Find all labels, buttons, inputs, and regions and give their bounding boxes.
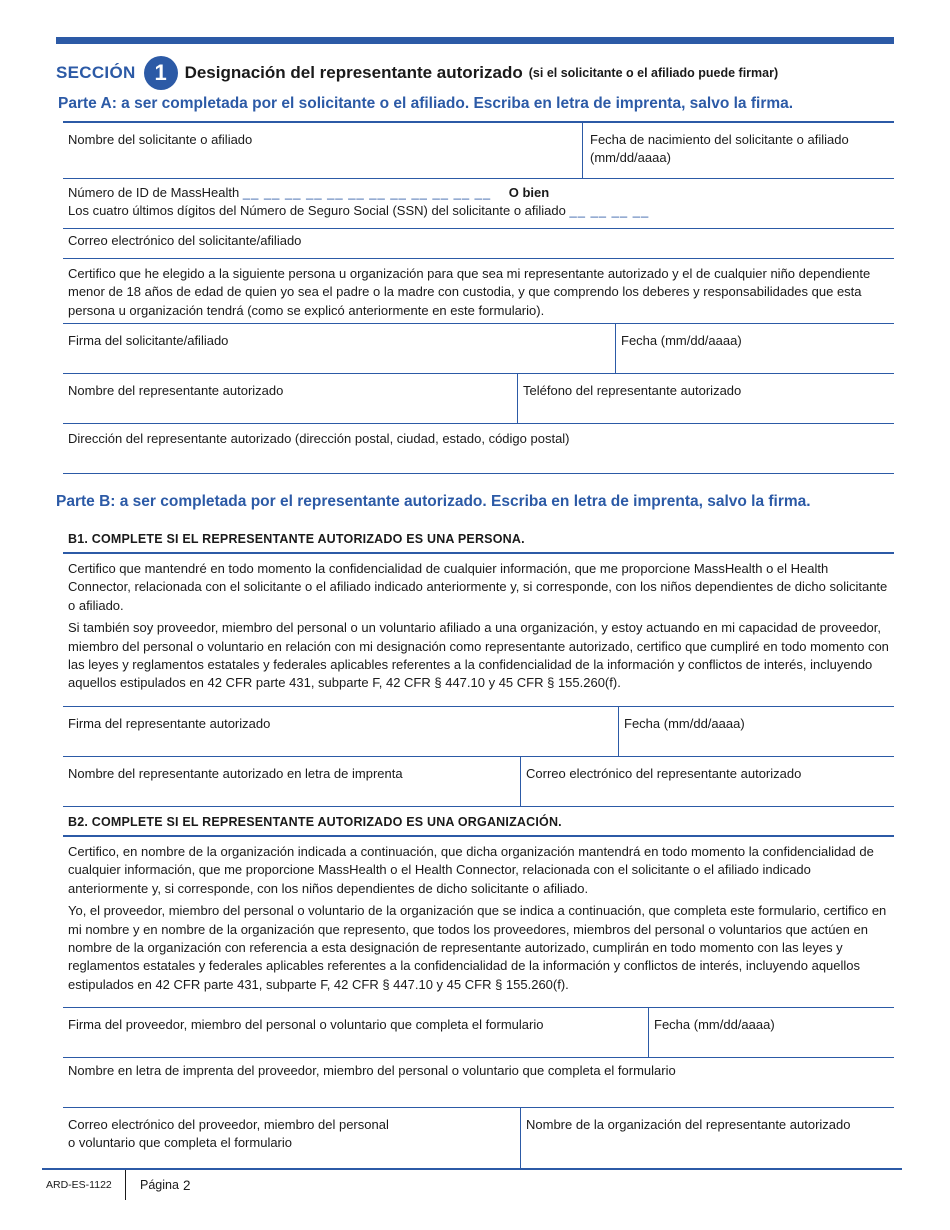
section-number-badge: 1 <box>144 56 178 90</box>
id-row <box>63 179 894 229</box>
applicant-date-field[interactable] <box>615 324 894 373</box>
b1-paragraph-1: Certifico que mantendré en todo momento la confidencialidad de cualquier información, que me proporcione MassHealth o el Health Connector, relacionada con el solicitante o el afiliado indicado anteriormente y, si corresponde, con los niños dependientes de dicho solicitante o afiliado. <box>68 561 888 613</box>
page-label: Página <box>140 1178 179 1192</box>
signature-row <box>63 324 894 374</box>
applicant-dob-field[interactable] <box>582 123 894 178</box>
b2-signature-label: Firma del proveedor, miembro del personal o voluntario que completa el formulario <box>68 1017 544 1032</box>
b1-date-label: Fecha (mm/dd/aaaa) <box>624 716 745 731</box>
b1-email-field[interactable] <box>520 757 894 806</box>
b2-print-name-field[interactable] <box>63 1058 894 1108</box>
b2-print-name-label: Nombre en letra de imprenta del proveedor, miembro del personal o voluntario que completa el formulario <box>68 1063 676 1078</box>
b1-print-name-field[interactable] <box>63 757 520 806</box>
top-rule <box>56 37 894 44</box>
representative-row <box>63 374 894 424</box>
applicant-signature-field[interactable] <box>63 324 615 373</box>
b2-email-org-row <box>63 1108 894 1168</box>
ssn-input[interactable]: __ __ __ __ <box>569 203 650 218</box>
parte-a-heading: Parte A: a ser completada por el solicitante o el afiliado. Escriba en letra de imprenta, salvo la firma. <box>58 95 794 112</box>
page-footer <box>42 1170 190 1200</box>
applicant-signature-label: Firma del solicitante/afiliado <box>68 333 229 348</box>
page-number: 2 <box>182 1177 191 1193</box>
b2-paragraph-2: Yo, el proveedor, miembro del personal o voluntario de la organización que se indica a continuación, que completa este formulario, certifico en mi nombre y en nombre de la organización que represento, que todos los proveedores, miembros del personal o voluntarios que actúen en nombre de la organización con referencia a esta designación de representante autorizado, cumplirán en todo momento con las leyes y reglamentos estatales y federales aplicables referentes a la confidencialidad de la información y conflictos de interés, incluyendo aquellos estipulados en 42 CFR parte 431, subparte F, 42 CFR § 447.10 y 45 CFR § 155.260(f). <box>68 903 887 992</box>
b2-form <box>63 815 894 1168</box>
b2-date-field[interactable] <box>648 1008 894 1057</box>
rep-name-field[interactable] <box>63 374 517 423</box>
b2-paragraph-1: Certifico, en nombre de la organización indicada a continuación, que dicha organización mantendrá en todo momento la confidencialidad de cualquier información, que me proporcione MassHealth o el Health Connector, relacionada con el solicitante o el afiliado indicado anteriormente y, si corresponde, con los niños dependientes de dicho solicitante o afiliado. <box>68 844 874 896</box>
applicant-row <box>63 121 894 179</box>
certification-block <box>63 259 894 324</box>
b2-text-container <box>63 837 894 994</box>
applicant-email-field[interactable] <box>63 229 894 259</box>
b2-date-label: Fecha (mm/dd/aaaa) <box>654 1017 775 1032</box>
b2-email-field[interactable] <box>63 1108 520 1168</box>
b1-signature-field[interactable] <box>63 707 618 756</box>
b1-heading: B1. COMPLETE SI EL REPRESENTANTE AUTORIZADO ES UNA PERSONA. <box>68 532 525 546</box>
applicant-name-field[interactable] <box>63 123 582 178</box>
certification-text: Certifico que he elegido a la siguiente persona u organización para que sea mi representante autorizado y el de cualquier niño dependiente menor de 18 años de edad de quien yo sea el padre o la madre con custodia, y que comprendo los deberes y responsabilidades que esta persona u organización tendrá (como se explicó anteriormente en este formulario). <box>68 266 871 318</box>
b2-email-label-line2: o voluntario que completa el formulario <box>68 1135 293 1150</box>
b1-date-field[interactable] <box>618 707 894 756</box>
form-code: ARD-ES-1122 <box>42 1170 126 1200</box>
rep-name-label: Nombre del representante autorizado <box>68 383 284 398</box>
applicant-name-label: Nombre del solicitante o afiliado <box>68 132 253 147</box>
b1-signature-row <box>63 707 894 757</box>
b1-paragraph-2: Si también soy proveedor, miembro del personal o un voluntario afiliado a una organización, y estoy actuando en mi capacidad de proveedor, miembro del personal o voluntario en relación con mi designación como representante autorizado, certifico que cumpliré en todo momento con las leyes y reglamentos estatales y federales aplicables referentes a la confidencialidad de la información y conflictos de interés, incluyendo aquellos estipulados en 42 CFR parte 431, subparte F, 42 CFR § 447.10 y 45 CFR § 155.260(f). <box>68 620 889 691</box>
rep-phone-label: Teléfono del representante autorizado <box>523 383 742 398</box>
applicant-email-label: Correo electrónico del solicitante/afiliado <box>68 233 302 248</box>
rep-address-label: Dirección del representante autorizado (dirección postal, ciudad, estado, código postal) <box>68 431 570 446</box>
section-header <box>56 56 778 90</box>
b1-name-row <box>63 757 894 807</box>
b2-text-block <box>63 837 894 1008</box>
masshealth-id-label: Número de ID de MassHealth <box>68 185 240 200</box>
b1-form <box>63 532 894 807</box>
b1-text-block <box>63 554 894 707</box>
parte-a-form <box>63 121 894 474</box>
rep-address-field[interactable] <box>63 424 894 474</box>
b1-text-container <box>63 554 894 693</box>
parte-b-heading: Parte B: a ser completada por el representante autorizado. Escriba en letra de imprenta, salvo la firma. <box>56 493 811 510</box>
or-label: O bien <box>508 185 550 200</box>
rep-phone-field[interactable] <box>517 374 894 423</box>
applicant-date-label: Fecha (mm/dd/aaaa) <box>621 333 742 348</box>
b1-print-name-label: Nombre del representante autorizado en letra de imprenta <box>68 766 403 781</box>
b2-signature-row <box>63 1008 894 1058</box>
section-word: SECCIÓN <box>56 63 136 82</box>
b2-email-label-line1: Correo electrónico del proveedor, miembro del personal <box>68 1117 389 1132</box>
ssn-label: Los cuatro últimos dígitos del Número de Seguro Social (SSN) del solicitante o afiliado <box>68 203 566 218</box>
b2-org-name-label: Nombre de la organización del representante autorizado <box>526 1117 851 1132</box>
masshealth-id-line <box>68 184 889 202</box>
b2-heading-row <box>63 815 894 837</box>
b2-heading: B2. COMPLETE SI EL REPRESENTANTE AUTORIZADO ES UNA ORGANIZACIÓN. <box>68 815 562 829</box>
section-subtitle: (si el solicitante o el afiliado puede firmar) <box>528 66 779 80</box>
section-title: Designación del representante autorizado <box>184 63 523 82</box>
applicant-dob-label: Fecha de nacimiento del solicitante o afiliado (mm/dd/aaaa) <box>590 132 849 165</box>
b1-email-label: Correo electrónico del representante autorizado <box>526 766 802 781</box>
b2-signature-field[interactable] <box>63 1008 648 1057</box>
b2-org-name-field[interactable] <box>520 1108 894 1168</box>
masshealth-id-input[interactable]: __ __ __ __ __ __ __ __ __ __ __ __ <box>242 185 492 200</box>
ssn-line <box>68 202 889 220</box>
b1-signature-label: Firma del representante autorizado <box>68 716 271 731</box>
b1-heading-row <box>63 532 894 554</box>
